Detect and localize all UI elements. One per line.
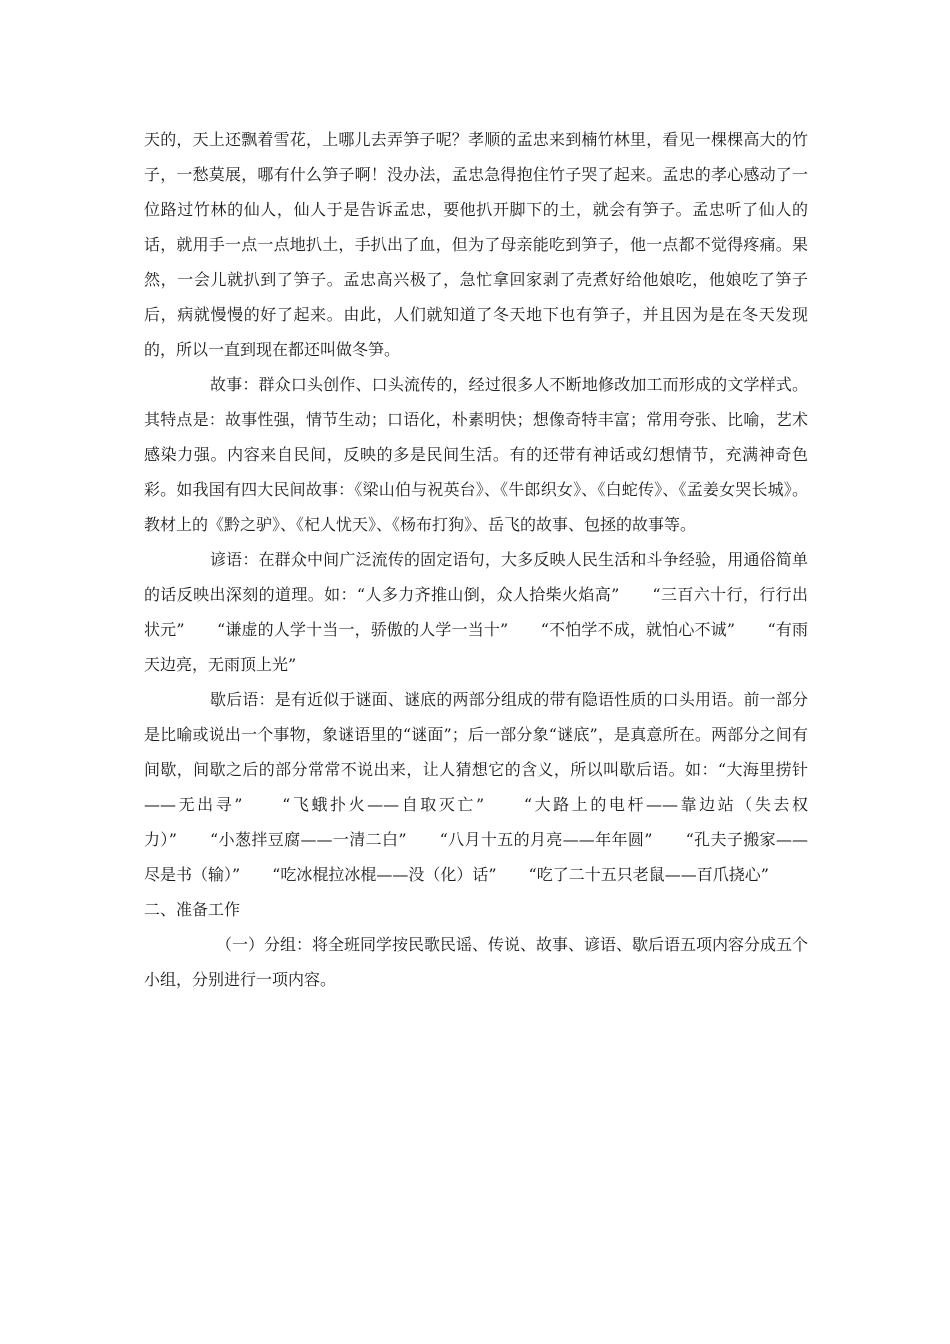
document-body [144,122,808,997]
xiehouyu-paragraph: 歇后语：是有近似于谜面、谜底的两部分组成的带有隐语性质的口头用语。前一部分是比喻或说出一个事物，象谜语里的“谜面”；后一部分象“谜底”，是真意所在。两部分之间有间歇，间歇之后的部分常常不说出来，让人猜想它的含义，所以叫歇后语。如：“大海里捞针——无出寻” “飞蛾扑火——自取灭亡” “大路上的电杆——靠边站（失去权力）” “小葱拌豆腐——一清二白” “八月十五的月亮——年年圆” “孔夫子搬家——尽是书（输）” “吃冰棍拉冰棍——没（化）话” “吃了二十五只老鼠——百爪挠心” [144,690,808,884]
section-heading: 二、准备工作 [144,900,241,919]
proverb-paragraph: 谚语：在群众中间广泛流传的固定语句，大多反映人民生活和斗争经验，用通俗简单的话反映出深刻的道理。如：“人多力齐推山倒，众人拾柴火焰高” “三百六十行，行行出状元” “谦虚的人学十当一，骄傲的人学一当十” “不怕学不成，就怕心不诚” “有雨天边亮，无雨顶上光” [144,550,808,674]
story-continuation-paragraph: 天的，天上还飘着雪花，上哪儿去弄笋子呢？孝顺的孟忠来到楠竹林里，看见一棵棵高大的竹子，一愁莫展，哪有什么笋子啊！没办法，孟忠急得抱住竹子哭了起来。孟忠的孝心感动了一位路过竹林的仙人，仙人于是告诉孟忠，要他扒开脚下的土，就会有笋子。孟忠听了仙人的话，就用手一点一点地扒土，手扒出了血，但为了母亲能吃到笋子，他一点都不觉得疼痛。果然，一会儿就扒到了笋子。孟忠高兴极了，急忙拿回家剥了壳煮好给他娘吃，他娘吃了笋子后，病就慢慢的好了起来。由此，人们就知道了冬天地下也有笋子，并且因为是在冬天发现的，所以一直到现在都还叫做冬笋。 [144,130,808,359]
grouping-paragraph: （一）分组：将全班同学按民歌民谣、传说、故事、谚语、歇后语五项内容分成五个小组，分别进行一项内容。 [144,935,809,989]
folk-story-paragraph: 故事：群众口头创作、口头流传的，经过很多人不断地修改加工而形成的文学样式。其特点是：故事性强，情节生动；口语化，朴素明快；想像奇特丰富；常用夸张、比喻，艺术感染力强。内容来自民间，反映的多是民间生活。有的还带有神话或幻想情节，充满神奇色彩。如我国有四大民间故事：《梁山伯与祝英台》、《牛郎织女》、《白蛇传》、《孟姜女哭长城》。教材上的《黔之驴》、《杞人忧天》、《杨布打狗》、岳飞的故事、包拯的故事等。 [144,375,808,534]
